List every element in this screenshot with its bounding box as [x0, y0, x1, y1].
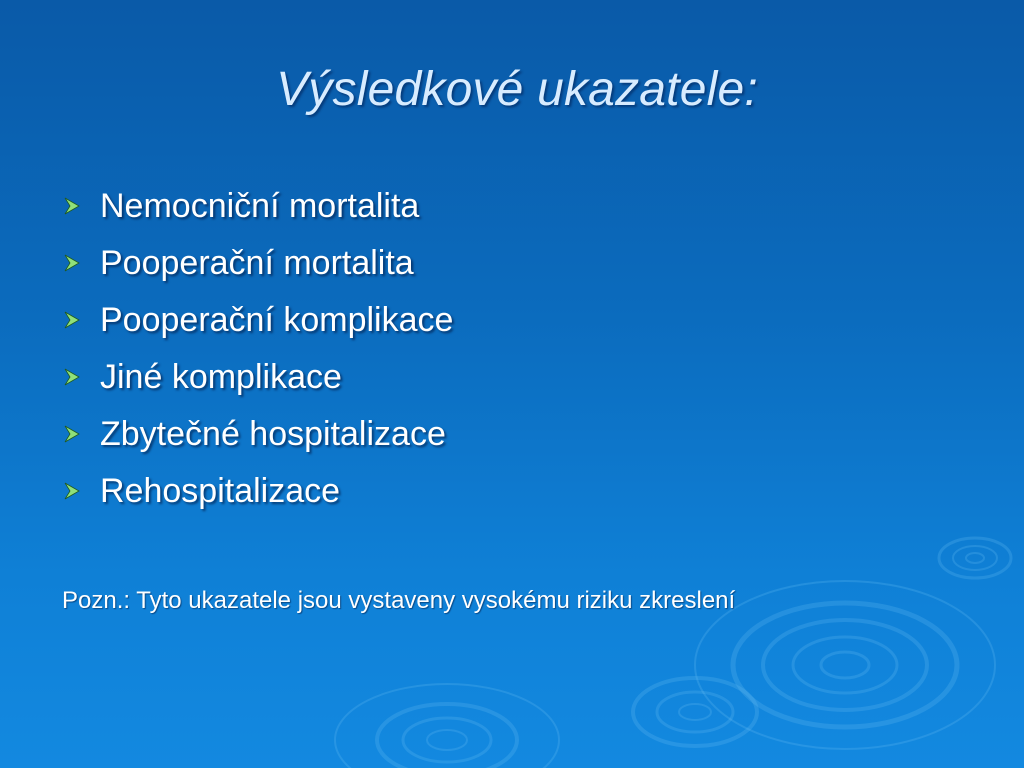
bullet-list: [62, 186, 453, 528]
list-item: [62, 300, 453, 357]
arrowhead-bullet-icon: [62, 414, 100, 454]
arrowhead-bullet-icon: [62, 471, 100, 511]
list-item: [62, 414, 453, 471]
arrowhead-bullet-icon: [62, 186, 100, 226]
bullet-text: Pooperační mortalita: [100, 244, 414, 282]
bullet-text: Nemocniční mortalita: [100, 187, 420, 225]
list-item: [62, 186, 453, 243]
bullet-text: Zbytečné hospitalizace: [100, 415, 446, 453]
list-item: [62, 471, 453, 528]
arrowhead-bullet-icon: [62, 357, 100, 397]
bullet-text: Jiné komplikace: [100, 358, 342, 396]
slide-title: Výsledkové ukazatele:: [276, 63, 758, 116]
arrowhead-bullet-icon: [62, 243, 100, 283]
arrowhead-bullet-icon: [62, 300, 100, 340]
bullet-text: Rehospitalizace: [100, 472, 341, 510]
bullet-text: Pooperační komplikace: [100, 301, 454, 339]
footnote: Pozn.: Tyto ukazatele jsou vystaveny vysokému riziku zkreslení: [62, 587, 736, 614]
list-item: [62, 357, 453, 414]
list-item: [62, 243, 453, 300]
